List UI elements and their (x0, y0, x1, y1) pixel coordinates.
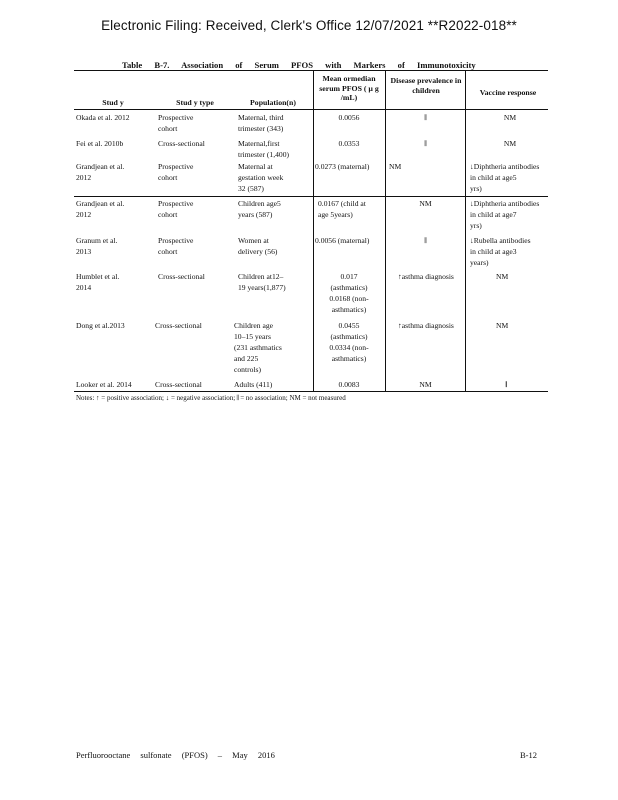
cell-population: Maternal at gestation week 32 (587) (238, 162, 284, 193)
page-number: B-12 (520, 750, 537, 760)
cell-serum: 0.0083 (338, 380, 360, 389)
cell-population: Maternal,first trimester (1,400) (238, 139, 290, 159)
cell-study-type: Cross-sectional (155, 321, 202, 330)
header-bottom-rule (74, 109, 548, 110)
cell-population: Adults (411) (234, 380, 273, 389)
cell-vaccine: 𝄂 (505, 380, 507, 389)
header-study: Stud y (102, 98, 124, 107)
cell-study-type: Prospective cohort (158, 113, 194, 133)
table-top-rule (74, 70, 548, 71)
cell-disease: NM (419, 199, 432, 208)
cell-serum: 0.0353 (338, 139, 360, 148)
cell-population: Children age 10–15 years (231 asthmatics and 225 controls) (234, 321, 282, 374)
row-rule (74, 196, 548, 197)
footer-document-title: Perfluorooctane sulfonate (PFOS) – May 2016 (76, 750, 275, 760)
cell-study: Okada et al. 2012 (76, 113, 130, 122)
cell-disease: ↑asthma diagnosis (398, 272, 454, 281)
cell-vaccine: ↓Diphtheria antibodies in child at age5 yrs) (470, 162, 540, 193)
cell-vaccine: ↓Rubella antibodies in child at age3 years) (470, 236, 531, 267)
cell-vaccine: NM (496, 321, 509, 330)
cell-study-type: Cross-sectional (158, 272, 205, 281)
column-divider (465, 70, 466, 391)
header-study-type: Stud y type (176, 98, 214, 107)
cell-serum: 0.0273 (maternal) (315, 162, 370, 171)
cell-serum: 0.017 (asthmatics) 0.0168 (non- asthmatics) (329, 272, 369, 314)
cell-disease: ↑asthma diagnosis (398, 321, 454, 330)
cell-study-type: Prospective cohort (158, 199, 194, 219)
cell-population: Children at12– 19 years(1,877) (238, 272, 286, 292)
cell-serum: 0.0056 (maternal) (315, 236, 370, 245)
cell-study-type: Prospective cohort (158, 162, 194, 182)
cell-study: Grandjean et al. 2012 (76, 162, 125, 182)
cell-study: Looker et al. 2014 (76, 380, 132, 389)
filing-stamp: Electronic Filing: Received, Clerk's Office 12/07/2021 **R2022-018** (101, 18, 517, 33)
header-vaccine: Vaccine response (479, 88, 537, 97)
cell-serum: 0.0056 (338, 113, 360, 122)
cell-disease: 𝄂 (424, 113, 427, 122)
cell-disease: NM (419, 380, 432, 389)
cell-disease: 𝄂 (424, 236, 427, 245)
cell-study-type: Prospective cohort (158, 236, 194, 256)
cell-vaccine: NM (496, 272, 509, 281)
cell-serum: 0.0167 (child at age 5years) (318, 199, 366, 219)
header-disease: Disease prevalence in children (390, 76, 462, 95)
header-serum: Mean ormedian serum PFOS ( µ g /mL) (319, 74, 379, 102)
cell-population: Children age5 years (587) (238, 199, 281, 219)
cell-serum: 0.0455 (asthmatics) 0.0334 (non- asthmatics) (329, 321, 369, 363)
cell-study: Grandjean et al. 2012 (76, 199, 125, 219)
cell-population: Women at delivery (56) (238, 236, 278, 256)
cell-vaccine: NM (503, 113, 517, 122)
cell-study: Granum et al. 2013 (76, 236, 118, 256)
cell-study-type: Cross-sectional (155, 380, 202, 389)
cell-study: Humblet et al. 2014 (76, 272, 120, 292)
cell-study: Fei et al. 2010b (76, 139, 124, 148)
header-population: Population(n) (250, 98, 296, 107)
cell-disease: 𝄂 (424, 139, 427, 148)
table-title: Table B-7. Association of Serum PFOS with Markers of Immunotoxicity (122, 60, 476, 70)
cell-vaccine: NM (503, 139, 517, 148)
cell-population: Maternal, third trimester (343) (238, 113, 284, 133)
cell-study-type: Cross-sectional (158, 139, 205, 148)
cell-vaccine: ↓Diphtheria antibodies in child at age7 yrs) (470, 199, 540, 230)
cell-disease: NM (389, 162, 402, 171)
table-bottom-rule (74, 391, 548, 392)
cell-study: Dong et al.2013 (76, 321, 125, 330)
table-notes: Notes: ↑ = positive association; ↓ = negative association; 𝄂 = no association; NM = not measured (76, 394, 346, 402)
